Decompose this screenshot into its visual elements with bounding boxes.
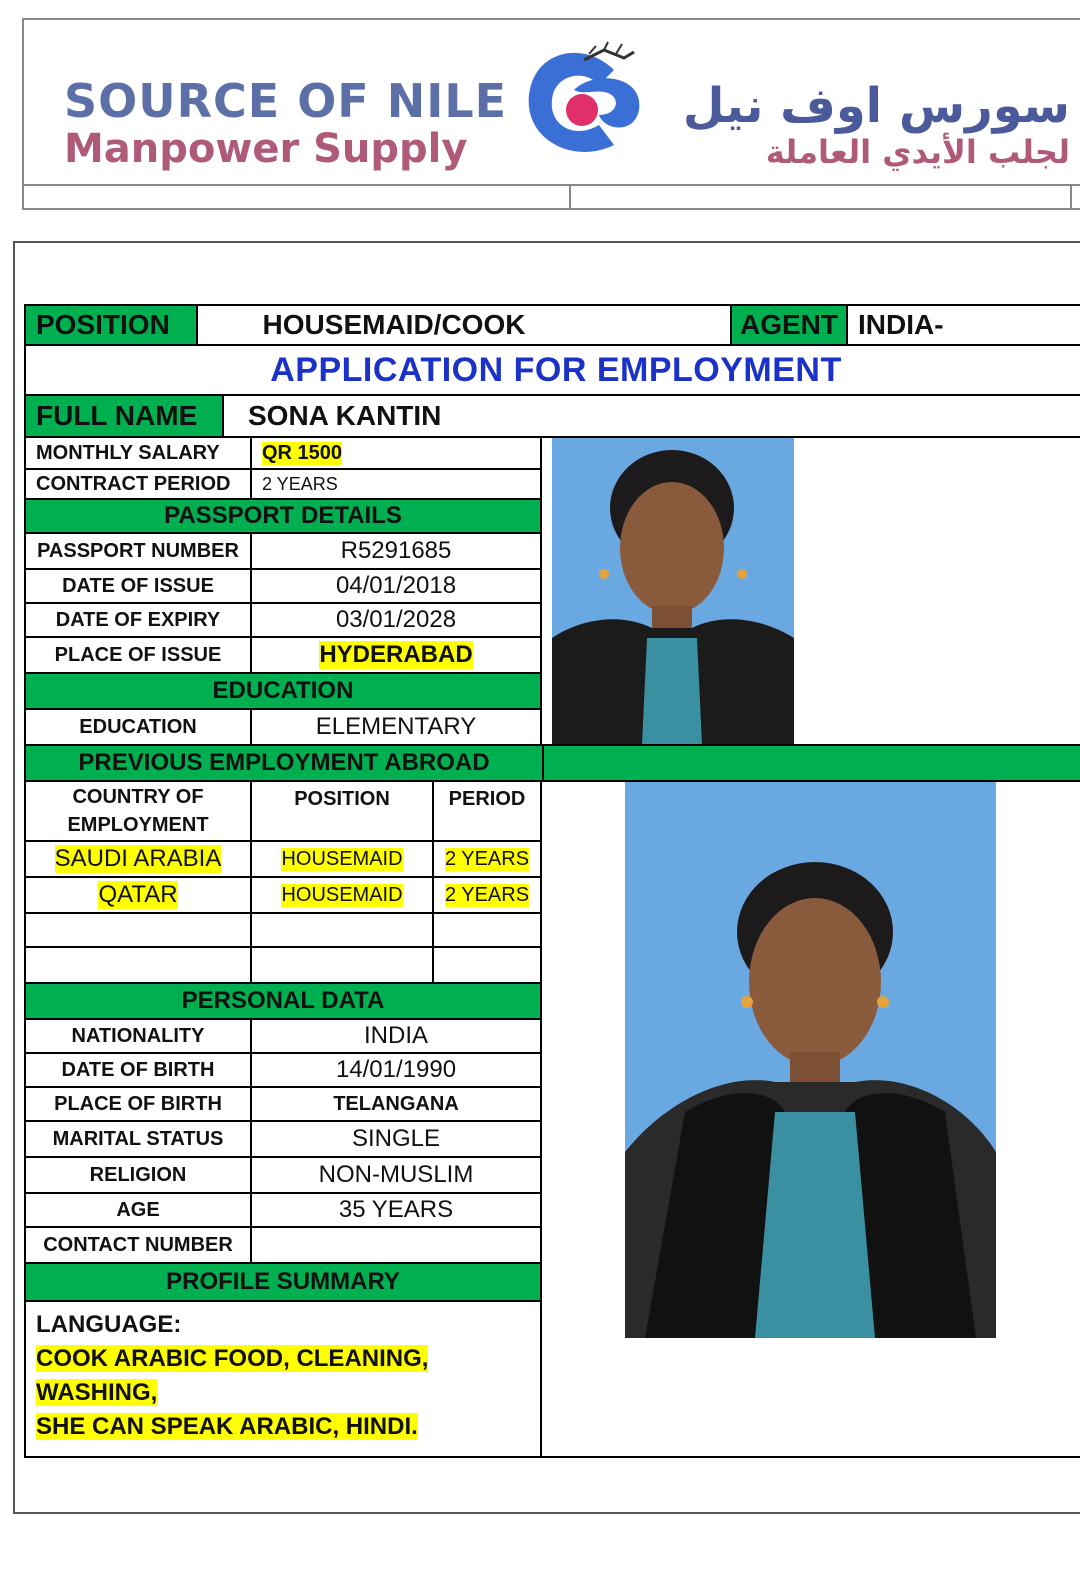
date-of-birth-label: DATE OF BIRTH <box>24 1052 252 1088</box>
date-of-issue-label: DATE OF ISSUE <box>24 568 252 604</box>
profile-line-2: WASHING, <box>36 1379 158 1406</box>
religion-value: NON-MUSLIM <box>250 1156 542 1194</box>
summary-bottom-line <box>540 1456 1080 1458</box>
education-section-header: EDUCATION <box>24 672 542 710</box>
applicant-photo-small <box>552 438 794 744</box>
table-row-4-country <box>24 946 252 984</box>
position-value: HOUSEMAID/COOK <box>196 304 732 346</box>
person-photo-icon <box>625 782 996 1338</box>
letterhead-divider-vertical <box>569 184 571 210</box>
company-name-arabic-line1: سورس اوف نيل <box>682 78 1070 134</box>
employment-position: HOUSEMAID <box>281 847 403 870</box>
employment-period: 2 YEARS <box>444 883 530 906</box>
language-label: LANGUAGE: <box>36 1311 182 1338</box>
table-row-2-period <box>432 876 542 914</box>
agent-label: AGENT <box>730 304 848 346</box>
employment-country: QATAR <box>98 881 178 908</box>
letterhead-divider-right <box>1070 184 1072 210</box>
col-country-header-line2: EMPLOYMENT <box>67 814 209 836</box>
age-value: 35 YEARS <box>250 1192 542 1228</box>
monthly-salary-value: QR 1500 <box>262 441 343 464</box>
contract-period-label: CONTRACT PERIOD <box>24 468 252 500</box>
monthly-salary-label: MONTHLY SALARY <box>24 436 252 470</box>
nationality-value: INDIA <box>250 1018 542 1054</box>
company-name-english <box>64 76 507 172</box>
form-title: APPLICATION FOR EMPLOYMENT <box>24 344 1080 396</box>
place-of-issue-label: PLACE OF ISSUE <box>24 636 252 674</box>
contact-number-value <box>250 1226 542 1264</box>
table-row-2-country <box>24 876 252 914</box>
passport-section-header: PASSPORT DETAILS <box>24 498 542 534</box>
place-of-issue-cell <box>250 636 542 674</box>
company-name-line2: Manpower Supply <box>64 126 468 172</box>
table-row-3-country <box>24 912 252 948</box>
profile-line-3: SHE CAN SPEAK ARABIC, HINDI. <box>36 1413 418 1440</box>
table-row-2-position <box>250 876 434 914</box>
company-name-line1: SOURCE OF NILE <box>64 74 508 128</box>
table-row-1-country <box>24 840 252 878</box>
marital-status-label: MARITAL STATUS <box>24 1120 252 1158</box>
place-of-issue-value: HYDERABAD <box>319 641 473 668</box>
full-name-label: FULL NAME <box>24 394 224 438</box>
nationality-label: NATIONALITY <box>24 1018 252 1054</box>
col-period-header: PERIOD <box>432 780 542 842</box>
personal-section-header: PERSONAL DATA <box>24 982 542 1020</box>
employment-period: 2 YEARS <box>444 847 530 870</box>
date-of-issue-value: 04/01/2018 <box>250 568 542 604</box>
company-logo-icon <box>504 30 654 180</box>
contact-number-label: CONTACT NUMBER <box>24 1226 252 1264</box>
agent-value: INDIA- <box>846 304 1080 346</box>
place-of-birth-value: TELANGANA <box>250 1086 542 1122</box>
col-country-header <box>24 780 252 842</box>
person-photo-icon <box>552 438 794 744</box>
letterhead <box>22 18 1080 210</box>
right-column-divider <box>540 780 542 1458</box>
table-row-3-period <box>432 912 542 948</box>
company-name-arabic <box>683 80 1070 172</box>
employment-country: SAUDI ARABIA <box>54 845 222 872</box>
employment-section-header: PREVIOUS EMPLOYMENT ABROAD <box>24 744 544 782</box>
contract-period-value: 2 YEARS <box>250 468 542 500</box>
profile-section-header: PROFILE SUMMARY <box>24 1262 542 1302</box>
education-label: EDUCATION <box>24 708 252 746</box>
date-of-expiry-label: DATE OF EXPIRY <box>24 602 252 638</box>
col-position-header: POSITION <box>250 780 434 842</box>
position-label: POSITION <box>24 304 198 346</box>
company-name-arabic-line2: لجلب الأيدي العاملة <box>765 133 1070 171</box>
table-row-4-position <box>250 946 434 984</box>
religion-label: RELIGION <box>24 1156 252 1194</box>
table-row-4-period <box>432 946 542 984</box>
date-of-birth-value: 14/01/1990 <box>250 1052 542 1088</box>
full-name-value: SONA KANTIN <box>222 394 1080 438</box>
table-row-1-position <box>250 840 434 878</box>
passport-number-label: PASSPORT NUMBER <box>24 532 252 570</box>
employment-section-header-ext <box>542 744 1080 782</box>
col-country-header-line1: COUNTRY OF <box>72 786 204 808</box>
age-label: AGE <box>24 1192 252 1228</box>
profile-summary <box>24 1300 542 1458</box>
date-of-expiry-value: 03/01/2028 <box>250 602 542 638</box>
profile-line-1: COOK ARABIC FOOD, CLEANING, <box>36 1345 429 1372</box>
applicant-photo-large <box>625 782 996 1338</box>
table-row-1-period <box>432 840 542 878</box>
place-of-birth-label: PLACE OF BIRTH <box>24 1086 252 1122</box>
passport-number-value: R5291685 <box>250 532 542 570</box>
employment-position: HOUSEMAID <box>281 883 403 906</box>
letterhead-divider <box>24 184 1080 210</box>
table-row-3-position <box>250 912 434 948</box>
education-value: ELEMENTARY <box>250 708 542 746</box>
marital-status-value: SINGLE <box>250 1120 542 1158</box>
monthly-salary-cell <box>250 436 542 470</box>
